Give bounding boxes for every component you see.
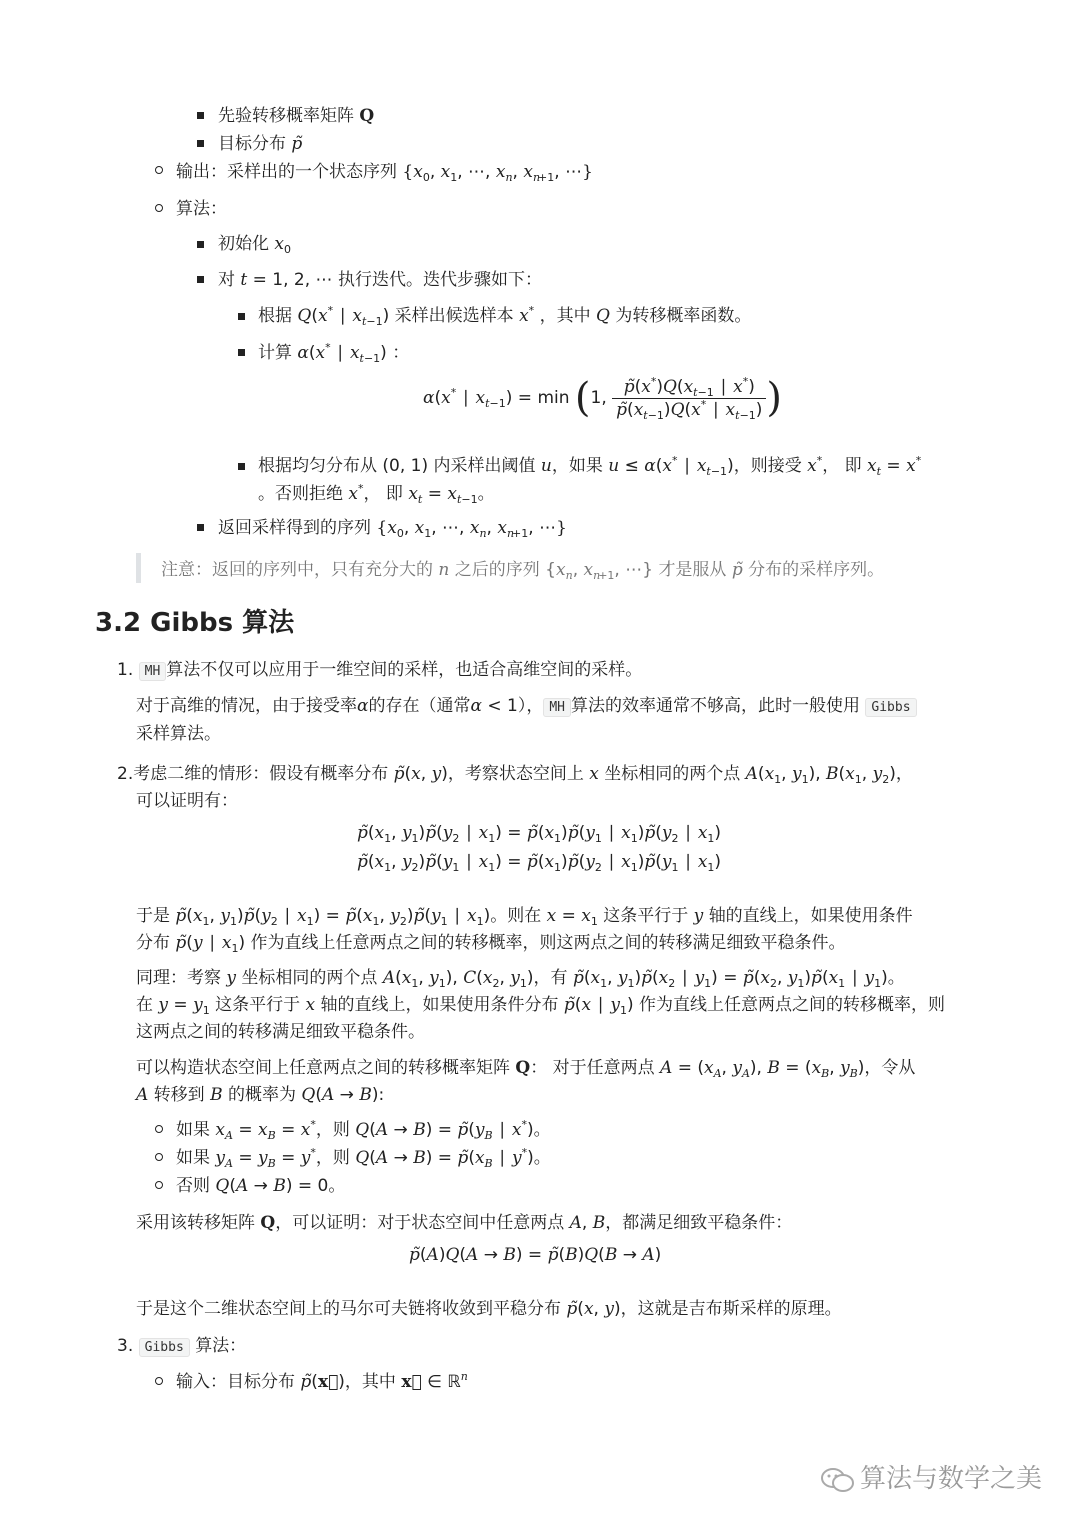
- list-item-text: 采样出候选样本: [394, 306, 514, 326]
- note-text: 注意：返回的序列中，只有充分大的 n 之后的序列 {$x_n$, $x_{n+1}$, ⋯} 才是服从 p̃ 分布的采样序列。: [161, 560, 885, 582]
- paragraph-text: 作为直线上任意两点之间的转移概率，则这两点之间的转移满足细致平稳条件。: [250, 933, 846, 953]
- list-item: 如果 $y_A = y_B = y^*$，则 $Q(A \to B) = p̃(x_B$ ∣ y*)。: [176, 1146, 551, 1170]
- paragraph-text: 的概率为: [228, 1085, 296, 1105]
- paragraph-text: ，令从: [864, 1058, 916, 1078]
- paragraph-text: 在: [136, 995, 153, 1015]
- list-item-text: 对: [218, 270, 235, 290]
- paragraph-text: 这两点之间的转移满足细致平稳条件。: [136, 1022, 425, 1042]
- list-item-text: 先验转移概率矩阵: [218, 106, 354, 126]
- list-item-text: ，: [895, 764, 913, 784]
- note-part: 之后的序列: [454, 560, 540, 580]
- paragraph-text: 轴的直线上，如果使用条件: [708, 906, 913, 926]
- equation: $p̃(x_1$, $y_2)p̃(y_1$ ∣ $x_1$) = $p̃(x_1)p̃(y_2$ ∣ $x_1)p̃(y_1$ ∣ $x_1$): [357, 852, 722, 874]
- list-item-text: 返回采样得到的序列: [218, 518, 371, 538]
- paragraph-text: 这条平行于: [603, 906, 689, 926]
- paragraph-text: 采用该转移矩阵: [136, 1213, 255, 1233]
- paragraph: 于是 $p̃(x_1$, $y_1)p̃(y_2$ ∣ $x_1$) = $p̃(x_1$, $y_2)p̃(y_1$ ∣ $x_1$)。则在 $x = x_1$ 这条平行于 y 轴的直线上，如果使用条件: [136, 906, 913, 928]
- equation: p̃(A)Q(A → B) = p̃(B)Q(B → A): [409, 1245, 662, 1265]
- bullet-square: [197, 112, 204, 119]
- list-item-text: 否则: [176, 1176, 210, 1196]
- list-item: 根据均匀分布从 (0, 1) 内采样出阈值 u，如果 u ≤ α(x* ∣ $x_{t-1}$)，则接受 x*， 即 $x_t = x^*$: [258, 454, 922, 478]
- list-item: 返回采样得到的序列 {$x_0$, $x_1$, ⋯, $x_n$, $x_{n+1}$, ⋯}: [218, 518, 567, 540]
- list-item-text: 初始化: [218, 234, 269, 254]
- bullet-square: [238, 313, 245, 320]
- bullet-square: [238, 463, 245, 470]
- list-item-text: 输入：目标分布: [176, 1372, 295, 1392]
- ordered-item: [117, 657, 642, 685]
- list-item: 根据 Q(x* ∣ $x_{t-1}$) 采样出候选样本 x* ，其中 Q 为转移概率函数。: [258, 304, 752, 328]
- list-item: 先验转移概率矩阵 Q: [218, 106, 375, 126]
- paragraph-text: 同理：考察: [136, 968, 221, 988]
- list-item-text: 可以证明有：: [136, 791, 238, 811]
- paragraph: 在 $y = y_1$ 这条平行于 x 轴的直线上，如果使用条件分布 p̃(x ∣ $y_1$) 作为直线上任意两点之间的转移概率，则: [136, 995, 945, 1017]
- list-item-text: 算法：: [176, 199, 227, 219]
- paragraph: 对于高维的情况，由于接受率α的存在（通常α < 1）， MH 算法的效率通常不够高，此时一般使用 Gibbs: [136, 693, 917, 721]
- wechat-icon: [820, 1466, 856, 1494]
- paragraph: 于是这个二维状态空间上的马尔可夫链将收敛到平稳分布 p̃(x, y)，这就是吉布斯采样的原理。: [136, 1299, 842, 1319]
- bullet-square: [197, 524, 204, 531]
- paragraph-text: 对于高维的情况，由于接受率: [136, 696, 357, 716]
- list-item-text: 算法不仅可以应用于一维空间的采样，也适合高维空间的采样。: [166, 660, 643, 680]
- paragraph-text: 算法的效率通常不够高，此时一般使用: [571, 696, 860, 716]
- list-item-text: 根据: [258, 306, 292, 326]
- list-item-text: 内采样出阈值: [433, 456, 536, 476]
- list-item-text: ，则接受: [733, 456, 802, 476]
- list-item-text: 坐标相同的两个点: [604, 764, 741, 784]
- paragraph-text: 可以构造状态空间上任意两点之间的转移概率矩阵: [136, 1058, 510, 1078]
- list-item: 否则 Q(A → B) = 0。: [176, 1176, 346, 1196]
- list-item-text: 目标分布: [218, 134, 286, 154]
- paragraph: [136, 721, 221, 747]
- list-item-text: 为转移概率函数。: [615, 306, 752, 326]
- paragraph-text: ，都满足细致平稳条件：: [605, 1213, 793, 1233]
- inline-code: MH: [139, 662, 167, 681]
- paragraph-text: ，可以证明：对于状态空间中任意两点: [275, 1213, 565, 1233]
- inline-code: Gibbs: [865, 698, 916, 717]
- list-item: [176, 196, 227, 222]
- blockquote-bar: [136, 553, 141, 583]
- note-part: 才是服从: [658, 560, 727, 580]
- paragraph-text: ，这就是吉布斯采样的原理。: [620, 1299, 842, 1319]
- bullet-square: [197, 241, 204, 248]
- list-item-text: ， 即: [363, 484, 403, 504]
- bullet-circle: [155, 1377, 163, 1385]
- list-item-text: 如果: [176, 1120, 210, 1140]
- list-item-text: 考虑二维的情形：假设有概率分布: [133, 764, 389, 784]
- paragraph-text: ： 对于任意两点: [530, 1058, 655, 1078]
- paragraph-text: 这条平行于: [215, 995, 301, 1015]
- list-item-text: 执行迭代。迭代步骤如下：: [337, 270, 542, 290]
- bullet-circle: [155, 1153, 163, 1161]
- paragraph-text: 转移到: [153, 1085, 205, 1105]
- list-item-cont: [136, 788, 238, 814]
- list-item-text: ，如果: [551, 456, 603, 476]
- inline-code: MH: [543, 698, 571, 717]
- list-number: 3.: [117, 1336, 134, 1356]
- list-item-text: ，其中: [539, 306, 591, 326]
- watermark-text: 算法与数学之美: [860, 1464, 1043, 1494]
- list-number: 2.: [117, 764, 134, 784]
- ordered-item: [117, 1333, 246, 1361]
- paragraph-text: 轴的直线上，如果使用条件分布: [320, 995, 559, 1015]
- note-part: 注意：返回的序列中，只有充分大的: [161, 560, 433, 580]
- list-item-text: ，考察状态空间上: [447, 764, 584, 784]
- list-number: 1.: [117, 660, 134, 680]
- paragraph: 同理：考察 y 坐标相同的两个点 $A(x_1$, $y_1$), $C(x_2$, $y_1$)，有 $p̃(x_1$, $y_1)p̃(x_2$ ∣ $y_1$) = $p̃(x_2$, $y_1)p̃(x_1$ ∣ $y_1$)。: [136, 968, 905, 990]
- list-item-text: ，则: [315, 1148, 350, 1168]
- bullet-square: [238, 349, 245, 356]
- list-item: 目标分布 p̃: [218, 134, 303, 154]
- list-item: 计算 α(x* ∣ $x_{t-1}$) ：: [258, 341, 410, 365]
- paragraph-text: ，有: [533, 968, 568, 988]
- list-item: 输出：采样出的一个状态序列 {$x_0$, $x_1$, ⋯, $x_n$, $x_{n+1}$, ⋯}: [176, 162, 593, 184]
- paragraph-text: 于是: [136, 906, 170, 926]
- equation: $p̃(x_1$, $y_1)p̃(y_2$ ∣ $x_1$) = $p̃(x_1)p̃(y_1$ ∣ $x_1)p̃(y_2$ ∣ $x_1$): [357, 823, 722, 845]
- paragraph: A 转移到 B 的概率为 Q(A → B):: [136, 1085, 385, 1105]
- list-item: 输入：目标分布 p̃(x⃗)，其中 x⃗ ∈ ℝ$^n$: [176, 1370, 468, 1392]
- paragraph: 采用该转移矩阵 Q，可以证明：对于状态空间中任意两点 A, B，都满足细致平稳条件：: [136, 1213, 793, 1233]
- note-part: 分布的采样序列。: [748, 560, 885, 580]
- alpha-formula: α(x* ∣ $x_{t-1}) = \min (1$, $\frac{p̃(x^*)Q(x_{t-1} ∣ x^*)}{p̃(x_{t-1})Q(x^* ∣ x_{t-1})}$ ): [423, 374, 783, 422]
- list-item-text: ，其中: [344, 1372, 396, 1392]
- list-item-text: 输出：采样出的一个状态序列: [176, 162, 397, 182]
- ordered-item: 2.考虑二维的情形：假设有概率分布 p̃(x, y)，考察状态空间上 x 坐标相同的两个点 $A(x_1$, $y_1$), $B(x_1$, $y_2$)，: [117, 764, 913, 786]
- list-item-text: 。否则拒绝: [258, 484, 343, 504]
- section-heading: 3.2 Gibbs 算法: [95, 608, 295, 638]
- list-item-text: 算法：: [195, 1336, 247, 1356]
- list-item: 初始化 $x_0$: [218, 234, 291, 256]
- paragraph-text: 坐标相同的两个点: [241, 968, 378, 988]
- paragraph-text: 。则在: [490, 906, 542, 926]
- bullet-square: [197, 140, 204, 147]
- bullet-circle: [155, 166, 163, 174]
- list-item-text: 根据均匀分布从: [258, 456, 377, 476]
- list-item-text: ，则: [315, 1120, 350, 1140]
- list-item: 如果 $x_A = x_B = x^*$，则 $Q(A \to B) = p̃(y_B$ ∣ x*)。: [176, 1118, 551, 1142]
- paragraph: 分布 p̃(y ∣ $x_1$) 作为直线上任意两点之间的转移概率，则这两点之间的转移满足细致平稳条件。: [136, 933, 846, 955]
- list-item-text: 计算: [258, 343, 292, 363]
- list-item: 对 t = 1, 2, ⋯ 执行迭代。迭代步骤如下：: [218, 270, 542, 290]
- paragraph-text: 采样算法。: [136, 724, 221, 744]
- bullet-circle: [155, 1125, 163, 1133]
- paragraph: 可以构造状态空间上任意两点之间的转移概率矩阵 Q： 对于任意两点 $A = (x_A$, $y_A$), $B = (x_B$, $y_B$)，令从: [136, 1058, 916, 1080]
- watermark: [860, 1458, 1042, 1495]
- bullet-circle: [155, 1181, 163, 1189]
- paragraph-text: 作为直线上任意两点之间的转移概率，则: [639, 995, 945, 1015]
- bullet-square: [197, 276, 204, 283]
- paragraph-text: 的存在（通常: [368, 696, 471, 716]
- list-item-text: 如果: [176, 1148, 210, 1168]
- list-item-text: ， 即: [822, 456, 862, 476]
- paragraph: [136, 1019, 425, 1045]
- paragraph-text: 于是这个二维状态空间上的马尔可夫链将收敛到平稳分布: [136, 1299, 561, 1319]
- paragraph-text: ），: [517, 696, 544, 716]
- list-item-cont: 。否则拒绝 x*， 即 $x_t = x_{t-1}$。: [258, 482, 495, 506]
- paragraph-text: 分布: [136, 933, 170, 953]
- inline-code: Gibbs: [139, 1338, 190, 1357]
- bullet-circle: [155, 204, 163, 212]
